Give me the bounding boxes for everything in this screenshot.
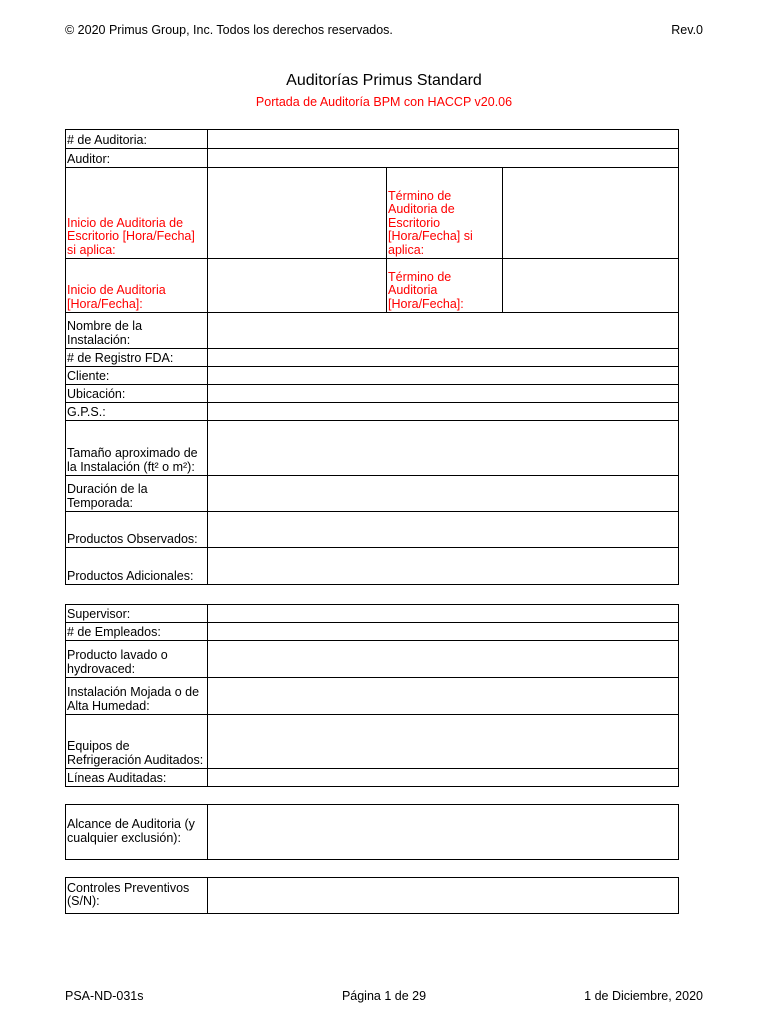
document-subtitle: Portada de Auditoría BPM con HACCP v20.06 [255, 95, 513, 109]
washed-product-field[interactable] [208, 641, 679, 678]
audit-start-field[interactable] [208, 259, 387, 313]
table-row [66, 769, 679, 787]
season-duration-field[interactable] [208, 476, 679, 512]
table-row [66, 715, 679, 769]
gps-label: G.P.S.: [66, 403, 208, 421]
facility-details-table [65, 604, 679, 787]
fda-registration-label: # de Registro FDA: [66, 349, 208, 367]
desk-audit-end-label: Término de Auditoria de Escritorio [Hora/Fecha] si aplica: [387, 168, 503, 259]
fda-registration-field[interactable] [208, 349, 679, 367]
employees-field[interactable] [208, 623, 679, 641]
table-row [66, 678, 679, 715]
audit-scope-field[interactable] [208, 805, 679, 860]
table-row [66, 641, 679, 678]
supervisor-label: Supervisor: [66, 605, 208, 623]
table-row [66, 367, 679, 385]
auditor-field[interactable] [208, 149, 679, 168]
table-row [66, 259, 679, 313]
table-row [66, 878, 679, 914]
products-observed-field[interactable] [208, 512, 679, 548]
preventive-controls-table [65, 877, 679, 914]
audit-start-label: Inicio de Auditoria [Hora/Fecha]: [66, 259, 208, 313]
document-date: 1 de Diciembre, 2020 [584, 989, 703, 1003]
gps-field[interactable] [208, 403, 679, 421]
table-row [66, 476, 679, 512]
season-duration-label: Duración de la Temporada: [66, 476, 208, 512]
additional-products-label: Productos Adicionales: [66, 548, 208, 585]
table-row [66, 548, 679, 585]
desk-audit-start-field[interactable] [208, 168, 387, 259]
desk-audit-start-label: Inicio de Auditoria de Escritorio [Hora/Fecha] si aplica: [66, 168, 208, 259]
facility-name-label: Nombre de la Instalación: [66, 313, 208, 349]
washed-product-label: Producto lavado o hydrovaced: [66, 641, 208, 678]
facility-size-label: Tamaño aproximado de la Instalación (ft² o m²): [66, 421, 208, 476]
location-field[interactable] [208, 385, 679, 403]
scope-table [65, 804, 679, 860]
table-row [66, 805, 679, 860]
lines-audited-field[interactable] [208, 769, 679, 787]
facility-size-field[interactable] [208, 421, 679, 476]
audit-info-table [65, 129, 679, 585]
audit-number-label: # de Auditoria: [66, 130, 208, 149]
products-observed-label: Productos Observados: [66, 512, 208, 548]
client-field[interactable] [208, 367, 679, 385]
table-row [66, 403, 679, 421]
wet-facility-label: Instalación Mojada o de Alta Humedad: [66, 678, 208, 715]
table-row [66, 168, 679, 259]
additional-products-field[interactable] [208, 548, 679, 585]
table-row [66, 623, 679, 641]
wet-facility-field[interactable] [208, 678, 679, 715]
location-label: Ubicación: [66, 385, 208, 403]
audit-number-field[interactable] [208, 130, 679, 149]
supervisor-field[interactable] [208, 605, 679, 623]
audit-end-label: Término de Auditoria [Hora/Fecha]: [387, 259, 503, 313]
table-row [66, 385, 679, 403]
client-label: Cliente: [66, 367, 208, 385]
document-code: PSA-ND-031s [65, 989, 144, 1003]
table-row [66, 421, 679, 476]
document-title: Auditorías Primus Standard [286, 72, 482, 89]
auditor-label: Auditor: [66, 149, 208, 168]
audit-scope-label: Alcance de Auditoria (y cualquier exclusión): [66, 805, 208, 860]
copyright-notice: © 2020 Primus Group, Inc. Todos los derechos reservados. [65, 23, 393, 37]
table-row [66, 313, 679, 349]
preventive-controls-label: Controles Preventivos (S/N): [66, 878, 208, 914]
lines-audited-label: Líneas Auditadas: [66, 769, 208, 787]
table-row [66, 130, 679, 149]
table-row [66, 149, 679, 168]
table-row [66, 349, 679, 367]
employees-label: # de Empleados: [66, 623, 208, 641]
audit-end-field[interactable] [503, 259, 679, 313]
refrigeration-label: Equipos de Refrigeración Auditados: [66, 715, 208, 769]
refrigeration-field[interactable] [208, 715, 679, 769]
facility-name-field[interactable] [208, 313, 679, 349]
desk-audit-end-field[interactable] [503, 168, 679, 259]
preventive-controls-field[interactable] [208, 878, 679, 914]
page-number: Página 1 de 29 [341, 989, 427, 1003]
revision-label: Rev.0 [671, 23, 703, 37]
table-row [66, 605, 679, 623]
table-row [66, 512, 679, 548]
